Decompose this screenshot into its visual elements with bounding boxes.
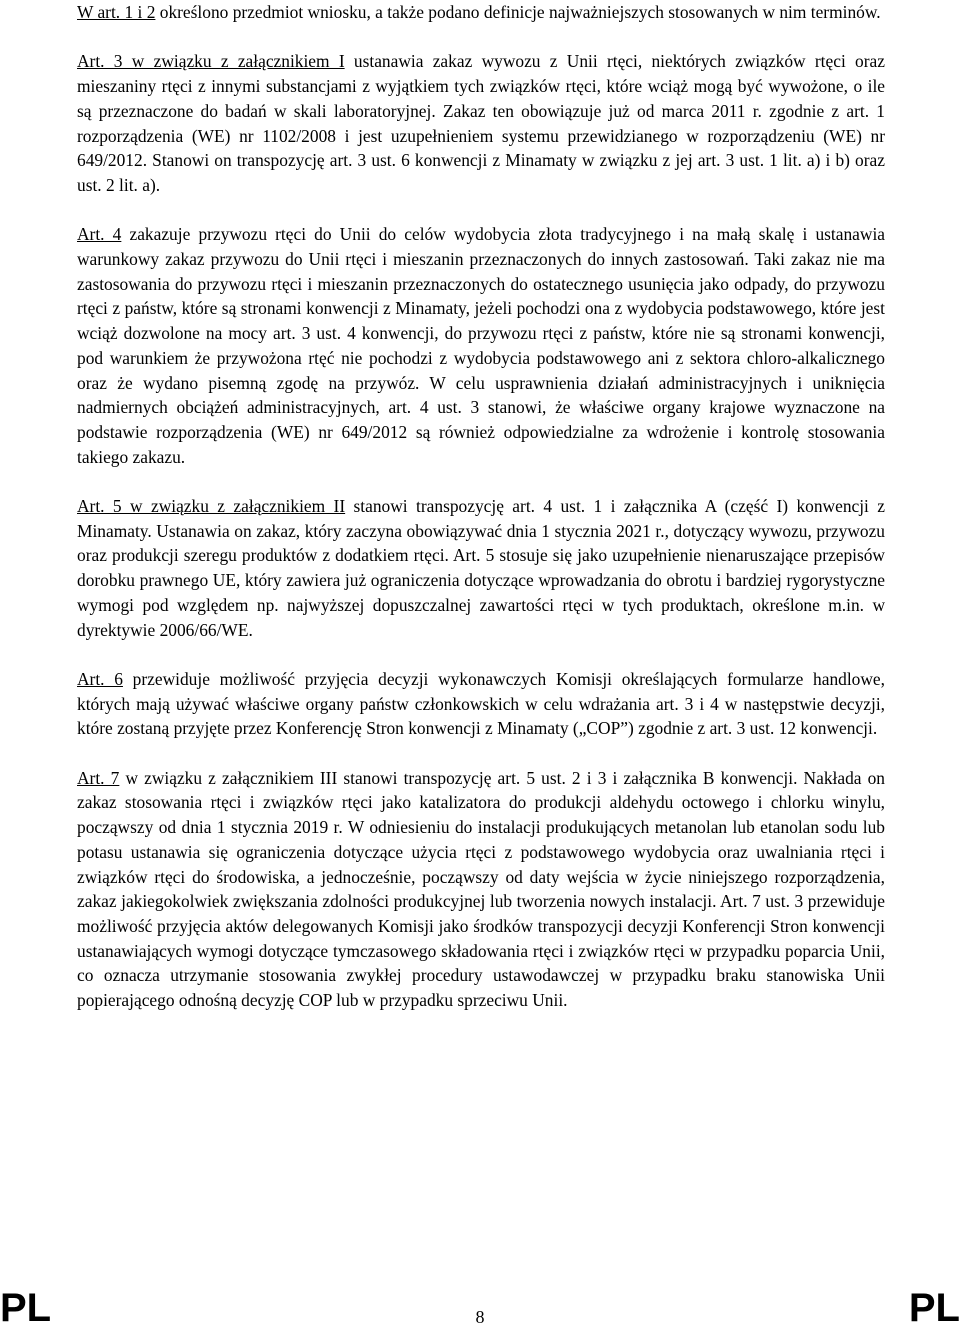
footer-language-left: PL	[0, 1286, 52, 1330]
paragraph-art-4	[77, 222, 885, 469]
paragraph-art-6	[77, 667, 885, 741]
paragraph-text: określono przedmiot wniosku, a także podano definicje najważniejszych stosowanych w nim terminów.	[155, 2, 881, 22]
paragraph-text: stanowi transpozycję art. 4 ust. 1 i załącznika A (część I) konwencji z Minamaty. Ustanawia on zakaz, który zaczyna obowiązywać dnia 1 stycznia 2021 r., dotyczący wywozu, przywozu oraz produkcji szeregu produktów z dodatkiem rtęci. Art. 5 stosuje się jako uzupełnienie nienaruszające przepisów dorobku prawnego UE, który zawiera już ograniczenia dotyczące wprowadzania do obrotu i bardziej rygorystyczne wymogi pod względem np. najwyższej dopuszczalnej zawartości rtęci w tych produktach, określone m.in. w dyrektywie 2006/66/WE.	[77, 496, 886, 640]
article-reference: Art. 6	[77, 668, 123, 689]
paragraph-text: w związku z załącznikiem III stanowi transpozycję art. 5 ust. 2 i 3 i załącznika B konwencji. Nakłada on zakaz stosowania rtęci i związków rtęci jako katalizatora do produkcji aldehydu octowego i chlorku winylu, począwszy od dnia 1 stycznia 2019 r. W odniesieniu do instalacji produkujących metanolan lub etanolan sodu lub potasu ustanawia się ograniczenia dotyczące użycia rtęci z podstawowego wydobycia oraz uwalniania rtęci i związków rtęci do środowiska, a jednocześnie, począwszy od daty wejścia w życie niniejszego rozporządzenia, zakaz jakiegokolwiek zwiększania zdolności produkcyjnej lub tworzenia nowych instalacji. Art. 7 ust. 3 przewiduje możliwość przyjęcia aktów delegowanych Komisji jako środków transpozycji decyzji Konferencji Stron konwencji ustanawiających wymogi dotyczące tymczasowego składowania rtęci i związków rtęci w przypadku poparcia Unii, co oznacza utrzymanie stosowania zwykłej procedury ustawodawczej w przypadku braku stanowiska Unii popierającego odnośną decyzję COP lub w przypadku sprzeciwu Unii.	[77, 767, 885, 1011]
paragraph-art-7	[77, 766, 885, 1013]
paragraph-art-5	[77, 494, 885, 642]
paragraph-definitions	[77, 0, 885, 25]
page-number: 8	[475, 1307, 485, 1327]
paragraph-text: zakazuje przywozu rtęci do Unii do celów wydobycia złota tradycyjnego i na małą skalę i ustanawia warunkowy zakaz przywozu do Unii rtęci i mieszanin przeznaczonych do innych zastosowań. Taki zakaz nie ma zastosowania do przywozu rtęci i mieszanin przeznaczonych do ostatecznego usunięcia jako odpady, do przywozu rtęci z państw, które są stronami konwencji z Minamaty, jeżeli pochodzi ona z wydobycia podstawowego, które jest wciąż dozwolone na mocy art. 3 ust. 4 konwencji, do przywozu rtęci z państw, które nie są stronami konwencji, pod warunkiem że przywożona rtęć nie pochodzi z wydobycia podstawowego ani z sektora chloro-alkalicznego oraz że wydano pisemną zgodę na przywóz. W celu usprawnienia działań administracyjnych i uniknięcia nadmiernych obciążeń administracyjnych, art. 4 ust. 3 stanowi, że właściwe organy krajowe wyznaczone na podstawie rozporządzenia (WE) nr 649/2012 są również odpowiedzialne za wdrożenie i kontrolę stosowania takiego zakazu.	[77, 224, 885, 467]
paragraph-text: przewiduje możliwość przyjęcia decyzji wykonawczych Komisji określających formularze handlowe, których mają używać właściwe organy państw członkowskich w celu wdrażania art. 3 i 4 w następstwie decyzji, które zostaną przyjęte przez Konferencję Stron konwencji z Minamaty („COP”) zgodnie z art. 3 ust. 12 konwencji.	[77, 668, 885, 739]
paragraph-art-3	[77, 49, 885, 197]
document-body	[77, 0, 885, 1037]
paragraph-text: ustanawia zakaz wywozu z Unii rtęci, niektórych związków rtęci oraz mieszaniny rtęci z innymi substancjami z wyjątkiem tych związków rtęci, które wciąż mogą być wywożone, o ile są przeznaczone do badań w skali laboratoryjnej. Zakaz ten obowiązuje już od marca 2011 r. zgodnie z art. 1 rozporządzenia (WE) nr 1102/2008 i jest uzupełnieniem systemu przewidzianego w rozporządzeniu (WE) nr 649/2012. Stanowi on transpozycję art. 3 ust. 6 konwencji z Minamaty w związku z jej art. 3 ust. 1 lit. a) i b) oraz ust. 2 lit. a).	[77, 51, 885, 195]
footer-language-right: PL	[908, 1286, 960, 1330]
article-reference: W art. 1 i 2	[77, 2, 156, 22]
article-reference: Art. 4	[77, 224, 122, 245]
article-reference: Art. 5 w związku z załącznikiem II	[77, 496, 346, 517]
article-reference: Art. 7	[77, 767, 120, 788]
article-reference: Art. 3 w związku z załącznikiem I	[77, 51, 345, 72]
